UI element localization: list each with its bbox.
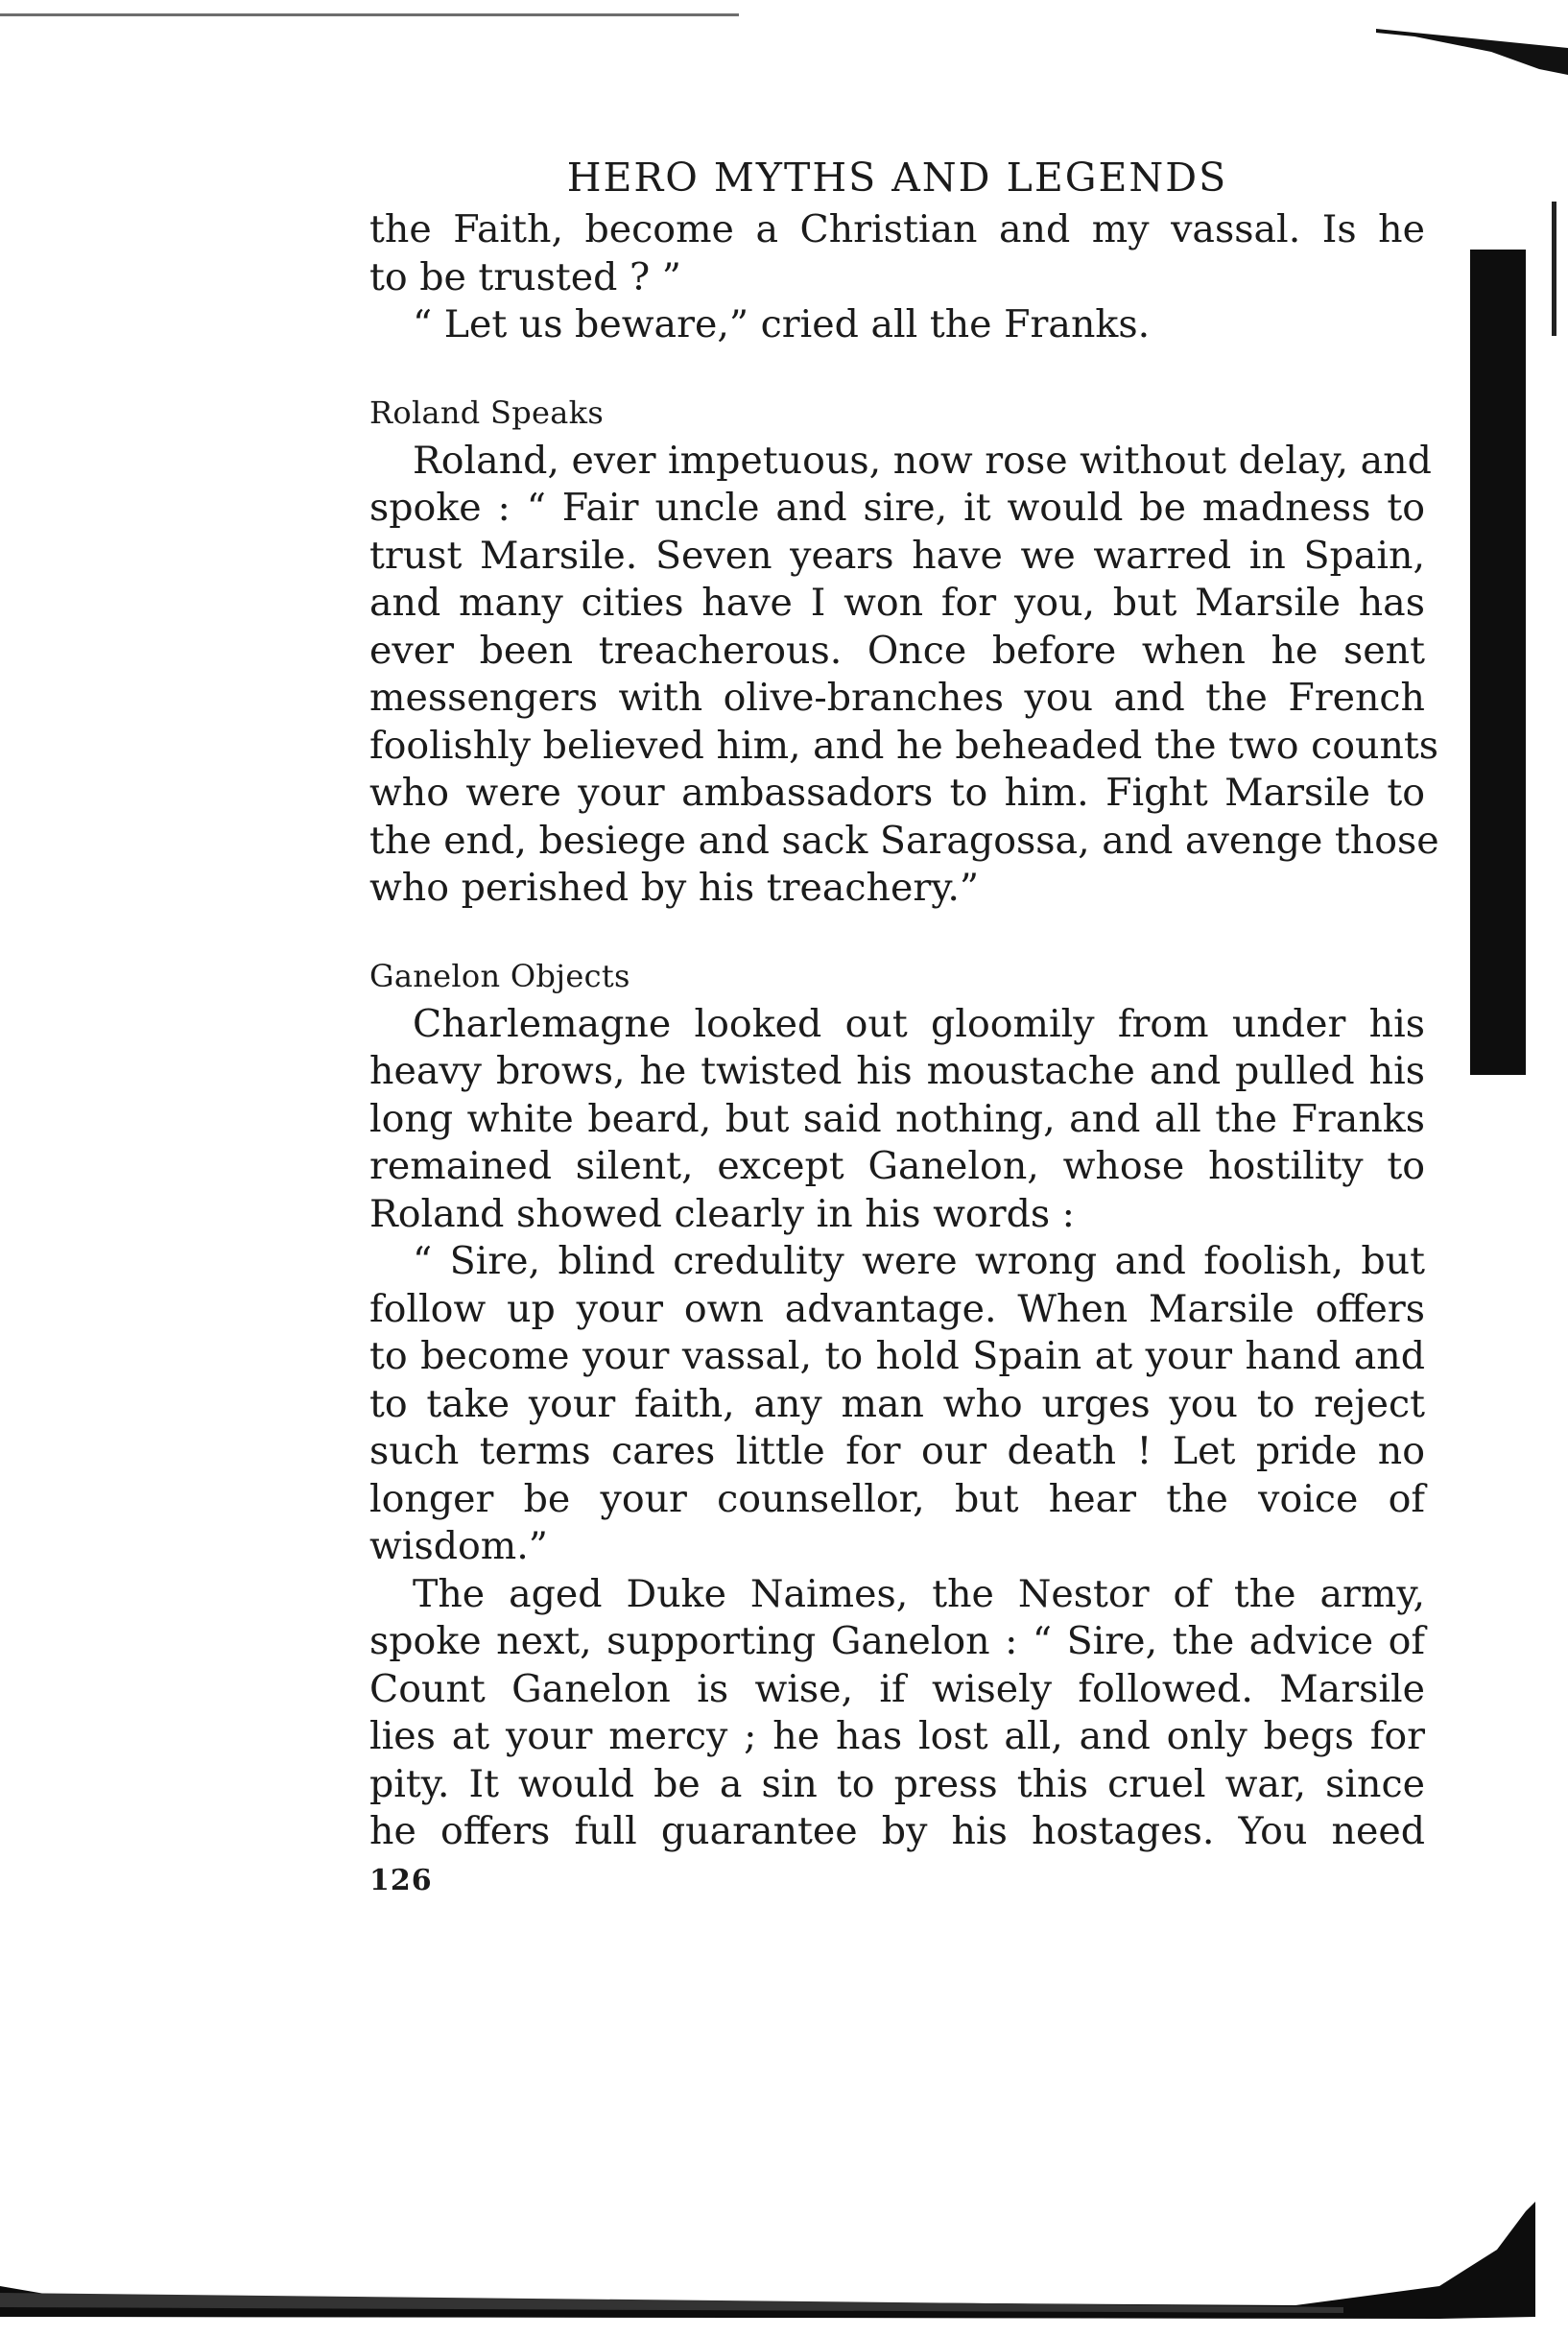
- text-line: pity. It would be a sin to press this cruel war, since: [369, 1761, 1425, 1806]
- running-head: HERO MYTHS AND LEGENDS: [566, 155, 1228, 201]
- text-line: “ Sire, blind credulity were wrong and foolish, but: [413, 1239, 1425, 1283]
- text-line: to be trusted ? ”: [369, 254, 681, 299]
- charlemagne-paragraph: [369, 1001, 1425, 1239]
- text-line: remained silent, except Ganelon, whose hostility to: [369, 1144, 1425, 1188]
- scan-edge-top: [0, 13, 739, 16]
- text-line: longer be your counsellor, but hear the voice of: [369, 1476, 1425, 1521]
- text-line: follow up your own advantage. When Marsile offers: [369, 1286, 1425, 1331]
- text-line: Count Ganelon is wise, if wisely followed. Marsile: [369, 1666, 1425, 1711]
- opening-passage: [369, 206, 1425, 349]
- text-line: and many cities have I won for you, but Marsile has: [369, 581, 1425, 625]
- text-line: Charlemagne looked out gloomily from under his: [413, 1001, 1425, 1046]
- text-line: trust Marsile. Seven years have we warred in Spain,: [369, 533, 1425, 578]
- text-line: who were your ambassadors to him. Fight Marsile to: [369, 771, 1425, 815]
- text-line: who perished by his treachery.”: [369, 866, 980, 910]
- text-line: such terms cares little for our death ! Let pride no: [369, 1429, 1425, 1473]
- text-line: long white beard, but said nothing, and all the Franks: [369, 1096, 1425, 1141]
- scan-binding-edge: [1552, 202, 1556, 336]
- book-page: [369, 149, 1439, 1900]
- text-line: spoke : “ Fair uncle and sire, it would be madness to: [369, 486, 1425, 530]
- text-line: Roland, ever impetuous, now rose without delay, and: [413, 438, 1432, 483]
- text-line: lies at your mercy ; he has lost all, and only begs for: [369, 1714, 1425, 1758]
- text-line: ever been treacherous. Once before when he sent: [369, 628, 1425, 673]
- scan-edge-bottom: [0, 2173, 1568, 2336]
- text-line: to take your faith, any man who urges you to reject: [369, 1381, 1425, 1426]
- scan-corner-top-right: [1376, 27, 1568, 75]
- section-heading-roland-speaks: Roland Speaks: [369, 393, 605, 431]
- text-line: foolishly believed him, and he beheaded the two counts: [369, 723, 1439, 768]
- text-line: heavy brows, he twisted his moustache and pulled his: [369, 1049, 1425, 1093]
- text-line: spoke next, supporting Ganelon : “ Sire, the advice of: [369, 1619, 1425, 1663]
- section-heading-ganelon-objects: Ganelon Objects: [369, 957, 630, 994]
- text-line: messengers with olive-branches you and the French: [369, 676, 1425, 720]
- naimes-speech-paragraph: [369, 1571, 1425, 1856]
- text-line: the Faith, become a Christian and my vassal. Is he: [369, 207, 1425, 251]
- text-line: the end, besiege and sack Saragossa, and avenge those: [369, 818, 1439, 863]
- text-line: Roland showed clearly in his words :: [369, 1191, 1075, 1236]
- text-line: “ Let us beware,” cried all the Franks.: [413, 302, 1151, 346]
- text-line: he offers full guarantee by his hostages. You need: [369, 1809, 1425, 1853]
- ganelon-speech-paragraph: [369, 1238, 1425, 1571]
- roland-speech-paragraph: [369, 438, 1439, 913]
- text-line: The aged Duke Naimes, the Nestor of the army,: [413, 1571, 1425, 1616]
- text-line: to become your vassal, to hold Spain at your hand and: [369, 1334, 1425, 1378]
- scan-binding-shadow: [1470, 250, 1526, 1075]
- page-number: 126: [369, 1863, 433, 1897]
- text-line: wisdom.”: [369, 1524, 548, 1568]
